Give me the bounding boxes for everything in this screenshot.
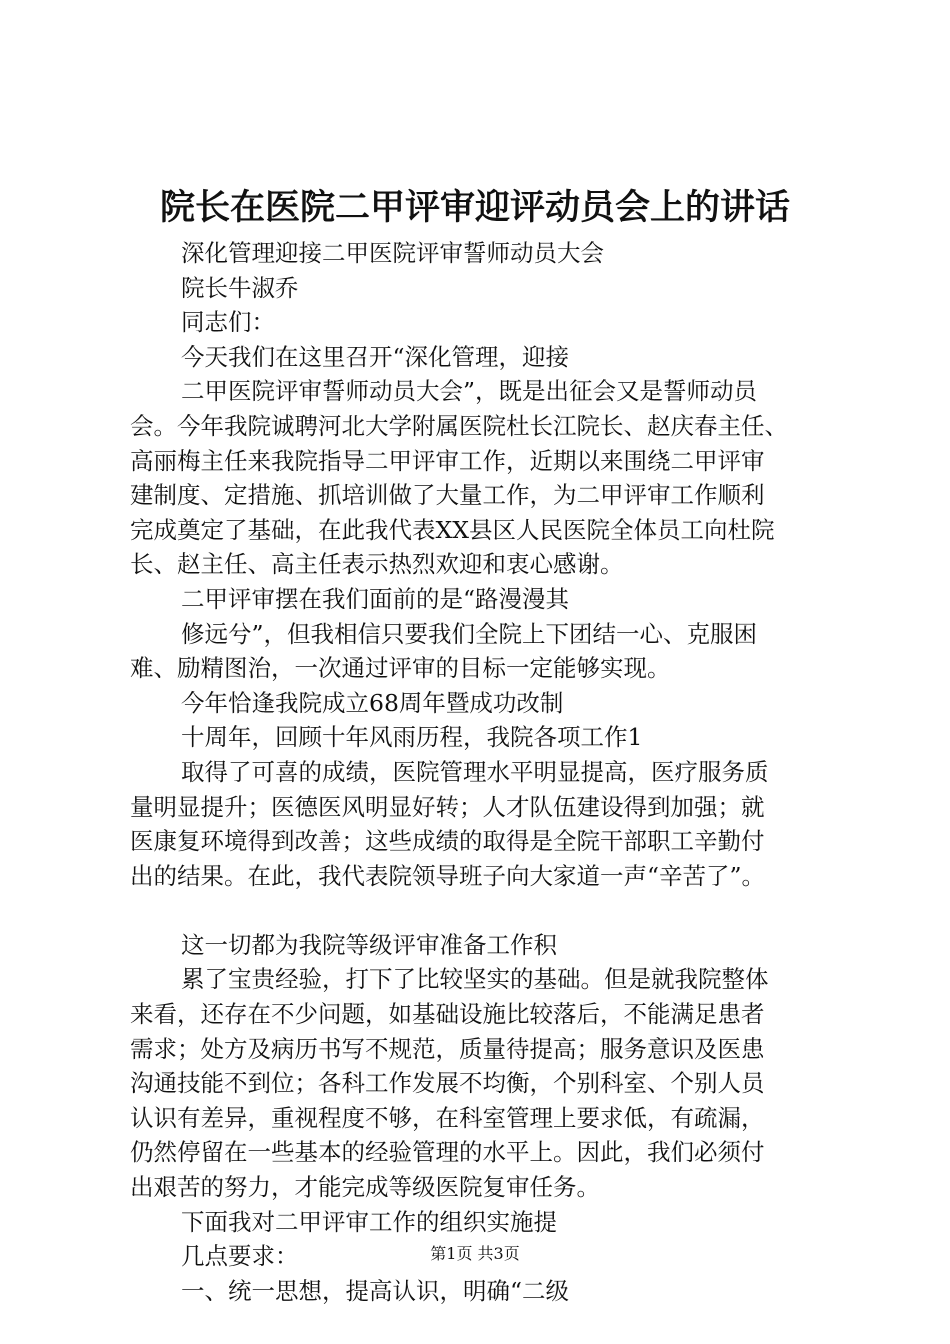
text-line: 院长牛淑乔 [181,273,299,302]
text-line: 完成奠定了基础，在此我代表XX县区人民医院全体员工向杜院 [130,515,775,544]
text-line: 二甲医院评审誓师动员大会”，既是出征会又是誓师动员 [181,377,758,406]
document-body [130,236,855,1308]
text-line: 来看，还存在不少问题，如基础设施比较落后，不能满足患者 [130,1000,765,1029]
text-line: 同志们： [181,308,275,337]
text-line: 十周年，回顾十年风雨历程，我院各项工作1 [181,723,643,752]
text-line: 累了宝贵经验，打下了比较坚实的基础。但是就我院整体 [181,965,769,994]
text-line: 取得了可喜的成绩，医院管理水平明显提高，医疗服务质 [181,757,769,786]
blank-line [130,893,855,928]
text-line: 长、赵主任、高主任表示热烈欢迎和衷心感谢。 [130,550,624,579]
text-line: 需求；处方及病历书写不规范，质量待提高；服务意识及医患 [130,1034,765,1063]
text-line: 出的结果。在此，我代表院领导班子向大家道一声“辛苦了”。 [130,861,766,890]
text-line: 今年恰逢我院成立68周年暨成功改制 [181,688,564,717]
text-line: 二甲评审摆在我们面前的是“路漫漫其 [181,584,570,613]
text-line: 高丽梅主任来我院指导二甲评审工作，近期以来围绕二甲评审 [130,446,765,475]
page-footer: 第1页 共3页 [430,1244,520,1263]
text-line: 几点要求： [181,1242,299,1271]
text-line: 修远兮”，但我相信只要我们全院上下团结一心、克服困 [181,619,758,648]
text-line: 会。今年我院诚聘河北大学附属医院杜长江院长、赵庆春主任、 [130,411,788,440]
text-line: 认识有差异，重视程度不够，在科室管理上要求低，有疏漏， [130,1103,765,1132]
text-line: 医康复环境得到改善；这些成绩的取得是全院干部职工辛勤付 [130,827,765,856]
text-line: 量明显提升；医德医风明显好转；人才队伍建设得到加强；就 [130,792,765,821]
text-line: 下面我对二甲评审工作的组织实施提 [181,1207,557,1236]
text-line: 今天我们在这里召开“深化管理，迎接 [181,342,570,371]
text-line: 出艰苦的努力，才能完成等级医院复审任务。 [130,1173,600,1202]
text-line: 仍然停留在一些基本的经验管理的水平上。因此，我们必须付 [130,1138,765,1167]
text-line: 这一切都为我院等级评审准备工作积 [181,930,557,959]
text-line: 沟通技能不到位；各科工作发展不均衡，个别科室、个别人员 [130,1069,765,1098]
text-line: 深化管理迎接二甲医院评审誓师动员大会 [181,239,604,267]
text-line: 建制度、定措施、抓培训做了大量工作，为二甲评审工作顺利 [130,481,765,510]
text-line: 难、励精图治，一次通过评审的目标一定能够实现。 [130,654,671,683]
document-title: 院长在医院二甲评审迎评动员会上的讲话 [159,187,790,228]
text-line: 一、统一思想，提高认识，明确“二级 [181,1276,570,1305]
